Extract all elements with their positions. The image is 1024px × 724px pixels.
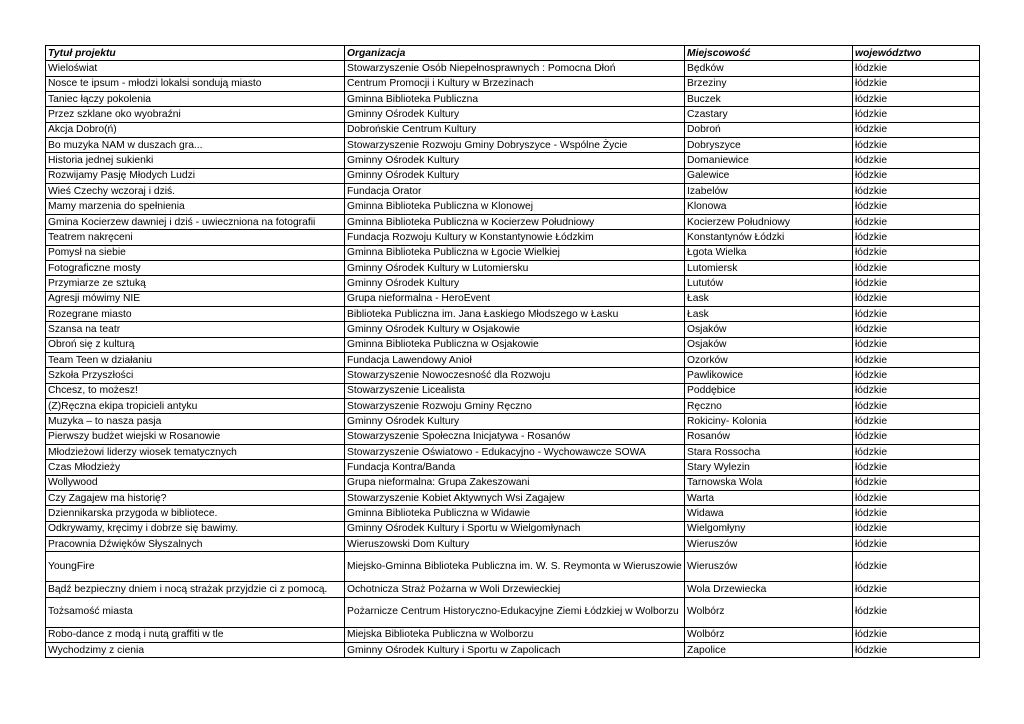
cell-organization: Stowarzyszenie Oświatowo - Edukacyjno - Wychowawcze SOWA bbox=[345, 444, 685, 459]
cell-locality: Łask bbox=[685, 306, 853, 321]
cell-voivodeship: łódzkie bbox=[853, 199, 980, 214]
cell-organization: Gminny Ośrodek Kultury i Sportu w Wielgomłynach bbox=[345, 521, 685, 536]
cell-project-title: Tożsamość miasta bbox=[46, 597, 345, 627]
table-row bbox=[46, 214, 980, 229]
cell-organization: Gminny Ośrodek Kultury w Osjakowie bbox=[345, 322, 685, 337]
cell-project-title: Młodzieżowi liderzy wiosek tematycznych bbox=[46, 444, 345, 459]
cell-project-title: Nosce te ipsum - młodzi lokalsi sondują miasto bbox=[46, 76, 345, 91]
cell-voivodeship: łódzkie bbox=[853, 306, 980, 321]
table-row bbox=[46, 291, 980, 306]
cell-organization: Gminny Ośrodek Kultury bbox=[345, 153, 685, 168]
cell-voivodeship: łódzkie bbox=[853, 276, 980, 291]
cell-locality: Tarnowska Wola bbox=[685, 475, 853, 490]
cell-project-title: Przymiarze ze sztuką bbox=[46, 276, 345, 291]
cell-voivodeship: łódzkie bbox=[853, 337, 980, 352]
cell-organization: Ochotnicza Straż Pożarna w Woli Drzewieckiej bbox=[345, 582, 685, 597]
cell-project-title: Gmina Kocierzew dawniej i dziś - uwieczniona na fotografii bbox=[46, 214, 345, 229]
cell-project-title: YoungFire bbox=[46, 552, 345, 582]
cell-locality: Buczek bbox=[685, 92, 853, 107]
cell-voivodeship: łódzkie bbox=[853, 352, 980, 367]
cell-voivodeship: łódzkie bbox=[853, 537, 980, 552]
table-row bbox=[46, 383, 980, 398]
cell-project-title: Obroń się z kulturą bbox=[46, 337, 345, 352]
cell-voivodeship: łódzkie bbox=[853, 597, 980, 627]
cell-locality: Domaniewice bbox=[685, 153, 853, 168]
cell-project-title: Dziennikarska przygoda w bibliotece. bbox=[46, 506, 345, 521]
table-row bbox=[46, 306, 980, 321]
cell-project-title: Wieś Czechy wczoraj i dziś. bbox=[46, 184, 345, 199]
cell-locality: Wieruszów bbox=[685, 552, 853, 582]
cell-project-title: Pracownia Dźwięków Słyszalnych bbox=[46, 537, 345, 552]
table-row bbox=[46, 245, 980, 260]
cell-voivodeship: łódzkie bbox=[853, 429, 980, 444]
table-row bbox=[46, 597, 980, 627]
cell-organization: Gminna Biblioteka Publiczna w Osjakowie bbox=[345, 337, 685, 352]
cell-organization: Gminny Ośrodek Kultury i Sportu w Zapolicach bbox=[345, 643, 685, 658]
cell-locality: Rosanów bbox=[685, 429, 853, 444]
cell-project-title: Pierwszy budżet wiejski w Rosanowie bbox=[46, 429, 345, 444]
cell-voivodeship: łódzkie bbox=[853, 506, 980, 521]
table-row bbox=[46, 444, 980, 459]
cell-voivodeship: łódzkie bbox=[853, 552, 980, 582]
table-body bbox=[46, 61, 980, 658]
cell-organization: Fundacja Orator bbox=[345, 184, 685, 199]
cell-organization: Pożarnicze Centrum Historyczno-Edukacyjne Ziemi Łódzkiej w Wolborzu bbox=[345, 597, 685, 627]
cell-organization: Grupa nieformalna - HeroEvent bbox=[345, 291, 685, 306]
cell-voivodeship: łódzkie bbox=[853, 643, 980, 658]
cell-project-title: Chcesz, to możesz! bbox=[46, 383, 345, 398]
cell-project-title: Taniec łączy pokolenia bbox=[46, 92, 345, 107]
cell-voivodeship: łódzkie bbox=[853, 184, 980, 199]
cell-voivodeship: łódzkie bbox=[853, 383, 980, 398]
cell-voivodeship: łódzkie bbox=[853, 444, 980, 459]
cell-project-title: Czy Zagajew ma historię? bbox=[46, 491, 345, 506]
cell-organization: Miejska Biblioteka Publiczna w Wolborzu bbox=[345, 627, 685, 642]
table-row bbox=[46, 153, 980, 168]
cell-project-title: Wychodzimy z cienia bbox=[46, 643, 345, 658]
cell-organization: Stowarzyszenie Rozwoju Gminy Dobryszyce - Wspólne Życie bbox=[345, 138, 685, 153]
cell-project-title: Teatrem nakręceni bbox=[46, 230, 345, 245]
cell-organization: Gminna Biblioteka Publiczna w Klonowej bbox=[345, 199, 685, 214]
table-row bbox=[46, 76, 980, 91]
cell-voivodeship: łódzkie bbox=[853, 491, 980, 506]
cell-voivodeship: łódzkie bbox=[853, 230, 980, 245]
cell-voivodeship: łódzkie bbox=[853, 398, 980, 413]
cell-voivodeship: łódzkie bbox=[853, 138, 980, 153]
cell-locality: Kocierzew Południowy bbox=[685, 214, 853, 229]
table-row bbox=[46, 552, 980, 582]
cell-voivodeship: łódzkie bbox=[853, 61, 980, 76]
header-project-title: Tytuł projektu bbox=[46, 46, 345, 61]
cell-project-title: Rozegrane miasto bbox=[46, 306, 345, 321]
cell-organization: Gminny Ośrodek Kultury bbox=[345, 168, 685, 183]
table-row bbox=[46, 322, 980, 337]
cell-organization: Gminna Biblioteka Publiczna w Widawie bbox=[345, 506, 685, 521]
table-row bbox=[46, 521, 980, 536]
table-row bbox=[46, 61, 980, 76]
cell-locality: Wieruszów bbox=[685, 537, 853, 552]
cell-locality: Rokiciny- Kolonia bbox=[685, 414, 853, 429]
cell-organization: Gminny Ośrodek Kultury bbox=[345, 107, 685, 122]
cell-voivodeship: łódzkie bbox=[853, 521, 980, 536]
table-row bbox=[46, 92, 980, 107]
cell-locality: Stary Wylezin bbox=[685, 460, 853, 475]
cell-organization: Gminny Ośrodek Kultury bbox=[345, 414, 685, 429]
cell-voivodeship: łódzkie bbox=[853, 122, 980, 137]
cell-locality: Wolbórz bbox=[685, 627, 853, 642]
cell-locality: Dobryszyce bbox=[685, 138, 853, 153]
table-row bbox=[46, 122, 980, 137]
cell-project-title: Odkrywamy, kręcimy i dobrze się bawimy. bbox=[46, 521, 345, 536]
cell-project-title: Robo-dance z modą i nutą graffiti w tle bbox=[46, 627, 345, 642]
cell-locality: Dobroń bbox=[685, 122, 853, 137]
cell-locality: Stara Rossocha bbox=[685, 444, 853, 459]
cell-voivodeship: łódzkie bbox=[853, 214, 980, 229]
cell-organization: Gminna Biblioteka Publiczna w Łgocie Wielkiej bbox=[345, 245, 685, 260]
cell-locality: Wola Drzewiecka bbox=[685, 582, 853, 597]
cell-locality: Widawa bbox=[685, 506, 853, 521]
table-row bbox=[46, 506, 980, 521]
cell-project-title: Agresji mówimy NIE bbox=[46, 291, 345, 306]
table-row bbox=[46, 138, 980, 153]
cell-project-title: Szansa na teatr bbox=[46, 322, 345, 337]
cell-voivodeship: łódzkie bbox=[853, 153, 980, 168]
cell-organization: Gminna Biblioteka Publiczna w Kocierzew Południowy bbox=[345, 214, 685, 229]
table-row bbox=[46, 276, 980, 291]
cell-project-title: Akcja Dobro(ń) bbox=[46, 122, 345, 137]
cell-voivodeship: łódzkie bbox=[853, 414, 980, 429]
cell-project-title: Czas Młodzieży bbox=[46, 460, 345, 475]
cell-locality: Warta bbox=[685, 491, 853, 506]
cell-locality: Poddębice bbox=[685, 383, 853, 398]
table-row bbox=[46, 199, 980, 214]
cell-project-title: Pomysł na siebie bbox=[46, 245, 345, 260]
cell-organization: Gminny Ośrodek Kultury w Lutomiersku bbox=[345, 260, 685, 275]
cell-locality: Łask bbox=[685, 291, 853, 306]
cell-project-title: Fotograficzne mosty bbox=[46, 260, 345, 275]
cell-project-title: Team Teen w działaniu bbox=[46, 352, 345, 367]
cell-voivodeship: łódzkie bbox=[853, 245, 980, 260]
cell-locality: Wolbórz bbox=[685, 597, 853, 627]
cell-project-title: (Z)Ręczna ekipa tropicieli antyku bbox=[46, 398, 345, 413]
cell-voivodeship: łódzkie bbox=[853, 322, 980, 337]
cell-organization: Wieruszowski Dom Kultury bbox=[345, 537, 685, 552]
cell-voivodeship: łódzkie bbox=[853, 627, 980, 642]
cell-locality: Galewice bbox=[685, 168, 853, 183]
table-row bbox=[46, 414, 980, 429]
cell-project-title: Mamy marzenia do spełnienia bbox=[46, 199, 345, 214]
cell-voivodeship: łódzkie bbox=[853, 582, 980, 597]
table-row bbox=[46, 107, 980, 122]
table-row bbox=[46, 368, 980, 383]
table-row bbox=[46, 643, 980, 658]
cell-voivodeship: łódzkie bbox=[853, 475, 980, 490]
cell-project-title: Rozwijamy Pasję Młodych Ludzi bbox=[46, 168, 345, 183]
table-row bbox=[46, 184, 980, 199]
cell-locality: Pawlikowice bbox=[685, 368, 853, 383]
header-organization: Organizacja bbox=[345, 46, 685, 61]
cell-project-title: Muzyka – to nasza pasja bbox=[46, 414, 345, 429]
cell-organization: Gminny Ośrodek Kultury bbox=[345, 276, 685, 291]
table-row bbox=[46, 475, 980, 490]
cell-locality: Wielgomłyny bbox=[685, 521, 853, 536]
table-row bbox=[46, 337, 980, 352]
cell-voivodeship: łódzkie bbox=[853, 107, 980, 122]
cell-organization: Gminna Biblioteka Publiczna bbox=[345, 92, 685, 107]
cell-locality: Ręczno bbox=[685, 398, 853, 413]
table-row bbox=[46, 398, 980, 413]
cell-project-title: Historia jednej sukienki bbox=[46, 153, 345, 168]
header-locality: Miejscowość bbox=[685, 46, 853, 61]
cell-organization: Dobrońskie Centrum Kultury bbox=[345, 122, 685, 137]
cell-project-title: Szkoła Przyszłości bbox=[46, 368, 345, 383]
cell-project-title: Wieloświat bbox=[46, 61, 345, 76]
table-row bbox=[46, 491, 980, 506]
cell-voivodeship: łódzkie bbox=[853, 368, 980, 383]
cell-organization: Fundacja Kontra/Banda bbox=[345, 460, 685, 475]
cell-locality: Konstantynów Łódzki bbox=[685, 230, 853, 245]
cell-project-title: Bo muzyka NAM w duszach gra... bbox=[46, 138, 345, 153]
cell-project-title: Wollywood bbox=[46, 475, 345, 490]
table-header-row bbox=[46, 46, 980, 61]
header-voivodeship: województwo bbox=[853, 46, 980, 61]
cell-voivodeship: łódzkie bbox=[853, 92, 980, 107]
cell-locality: Lututów bbox=[685, 276, 853, 291]
cell-voivodeship: łódzkie bbox=[853, 76, 980, 91]
cell-project-title: Przez szklane oko wyobraźni bbox=[46, 107, 345, 122]
cell-voivodeship: łódzkie bbox=[853, 260, 980, 275]
cell-locality: Izabelów bbox=[685, 184, 853, 199]
cell-locality: Brzeziny bbox=[685, 76, 853, 91]
table-row bbox=[46, 230, 980, 245]
table-row bbox=[46, 260, 980, 275]
cell-organization: Stowarzyszenie Kobiet Aktywnych Wsi Zagajew bbox=[345, 491, 685, 506]
cell-organization: Stowarzyszenie Nowoczesność dla Rozwoju bbox=[345, 368, 685, 383]
cell-locality: Osjaków bbox=[685, 322, 853, 337]
cell-organization: Grupa nieformalna: Grupa Zakeszowani bbox=[345, 475, 685, 490]
cell-organization: Stowarzyszenie Społeczna Inicjatywa - Rosanów bbox=[345, 429, 685, 444]
cell-locality: Osjaków bbox=[685, 337, 853, 352]
cell-project-title: Bądź bezpieczny dniem i nocą strażak przyjdzie ci z pomocą. bbox=[46, 582, 345, 597]
cell-locality: Łgota Wielka bbox=[685, 245, 853, 260]
cell-locality: Czastary bbox=[685, 107, 853, 122]
projects-table bbox=[45, 45, 980, 658]
cell-voivodeship: łódzkie bbox=[853, 168, 980, 183]
table-row bbox=[46, 352, 980, 367]
cell-voivodeship: łódzkie bbox=[853, 291, 980, 306]
cell-organization: Biblioteka Publiczna im. Jana Łaskiego Młodszego w Łasku bbox=[345, 306, 685, 321]
cell-organization: Fundacja Rozwoju Kultury w Konstantynowie Łódzkim bbox=[345, 230, 685, 245]
table-row bbox=[46, 627, 980, 642]
cell-voivodeship: łódzkie bbox=[853, 460, 980, 475]
table-row bbox=[46, 582, 980, 597]
cell-locality: Zapolice bbox=[685, 643, 853, 658]
table-row bbox=[46, 429, 980, 444]
table-row bbox=[46, 168, 980, 183]
cell-organization: Fundacja Lawendowy Anioł bbox=[345, 352, 685, 367]
table-row bbox=[46, 537, 980, 552]
cell-organization: Stowarzyszenie Rozwoju Gminy Ręczno bbox=[345, 398, 685, 413]
cell-locality: Ozorków bbox=[685, 352, 853, 367]
cell-organization: Stowarzyszenie Osób Niepełnosprawnych : Pomocna Dłoń bbox=[345, 61, 685, 76]
cell-organization: Miejsko-Gminna Biblioteka Publiczna im. W. S. Reymonta w Wieruszowie bbox=[345, 552, 685, 582]
cell-organization: Centrum Promocji i Kultury w Brzezinach bbox=[345, 76, 685, 91]
cell-locality: Będków bbox=[685, 61, 853, 76]
cell-locality: Klonowa bbox=[685, 199, 853, 214]
cell-organization: Stowarzyszenie Licealista bbox=[345, 383, 685, 398]
table-row bbox=[46, 460, 980, 475]
cell-locality: Lutomiersk bbox=[685, 260, 853, 275]
